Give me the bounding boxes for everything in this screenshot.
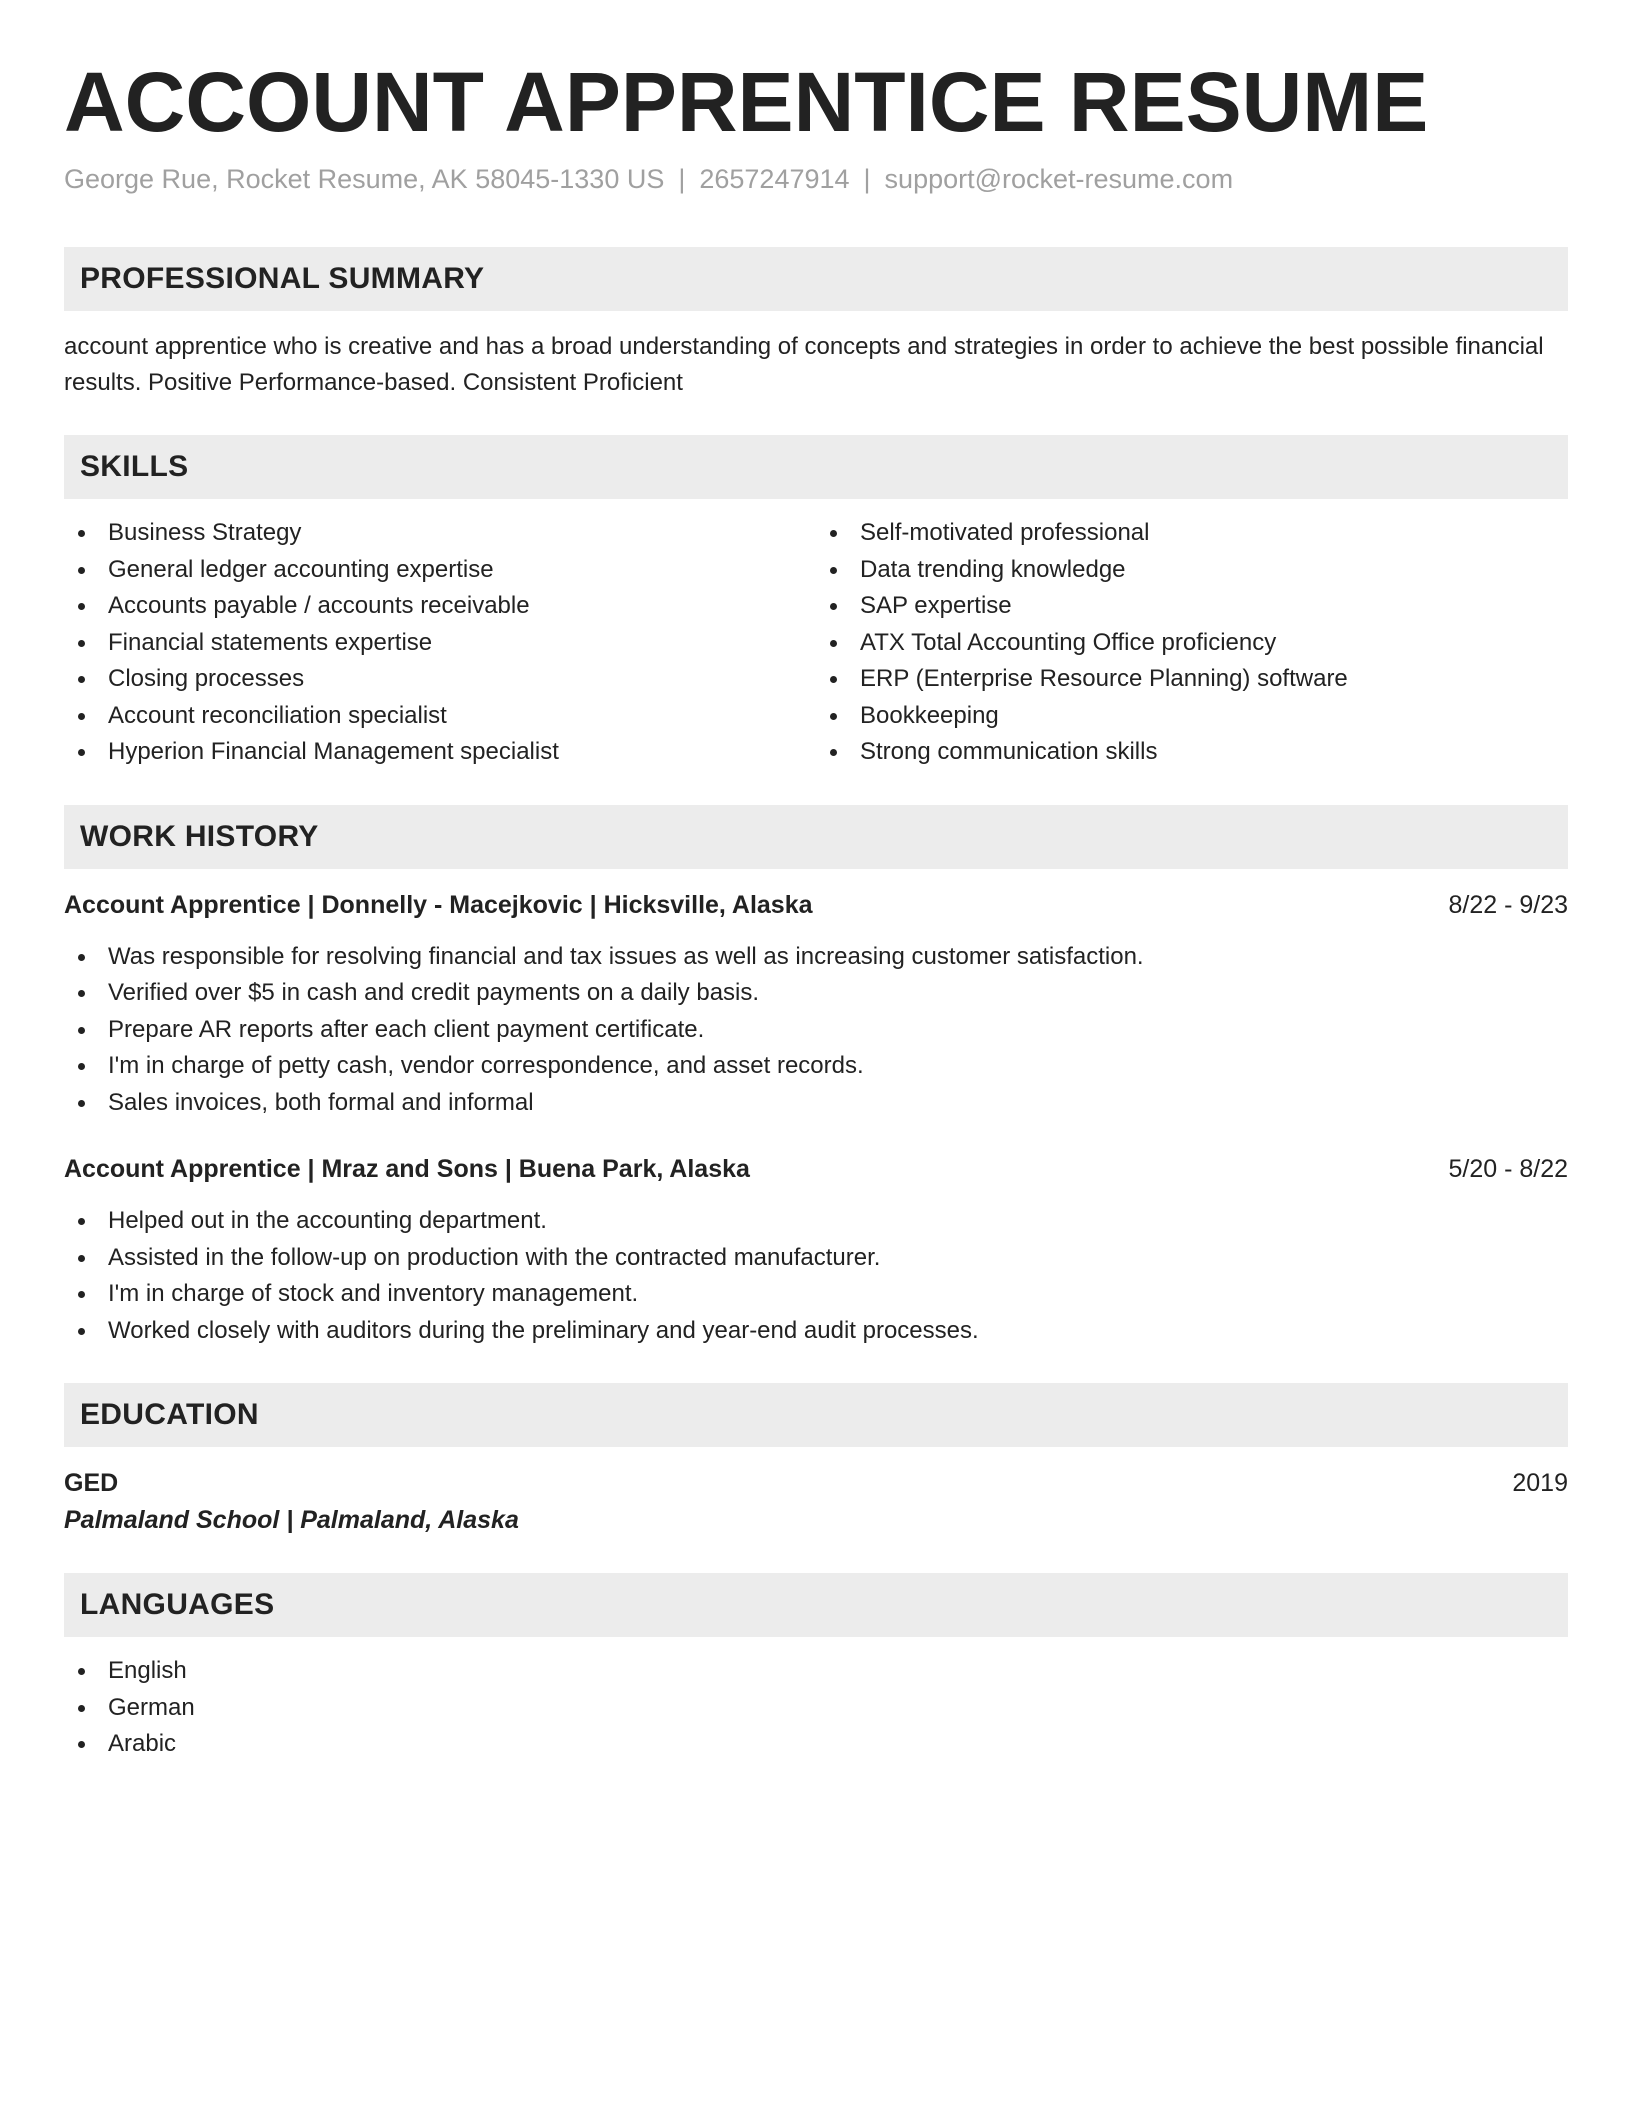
languages-heading: LANGUAGES xyxy=(80,1588,275,1622)
language-item: English xyxy=(64,1653,1568,1690)
skills-section xyxy=(64,435,1568,771)
skill-item: Business Strategy xyxy=(64,515,816,552)
skills-list-right xyxy=(816,515,1568,771)
education-heading: EDUCATION xyxy=(80,1398,259,1432)
language-item: Arabic xyxy=(64,1726,1568,1763)
summary-section xyxy=(64,247,1568,401)
skills-heading: SKILLS xyxy=(80,450,189,484)
job-title: Account Apprentice | Donnelly - Macejkovic | Hicksville, Alaska xyxy=(64,890,813,919)
work-heading: WORK HISTORY xyxy=(80,819,319,853)
skill-item: General ledger accounting expertise xyxy=(64,552,816,589)
section-header xyxy=(64,1573,1568,1637)
education-section xyxy=(64,1383,1568,1539)
job-header xyxy=(64,887,1568,923)
resume-title: ACCOUNT APPRENTICE RESUME xyxy=(64,55,1429,149)
education-degree: GED xyxy=(64,1469,119,1498)
contact-email: support@rocket-resume.com xyxy=(884,164,1234,195)
skill-item: Strong communication skills xyxy=(816,734,1568,771)
languages-section xyxy=(64,1573,1568,1763)
work-history-section xyxy=(64,805,1568,1350)
job-bullet: Sales invoices, both formal and informal xyxy=(64,1085,1568,1122)
section-header xyxy=(64,247,1568,311)
education-year: 2019 xyxy=(1512,1469,1568,1498)
job-title: Account Apprentice | Mraz and Sons | Buena Park, Alaska xyxy=(64,1155,750,1184)
skill-item: ATX Total Accounting Office proficiency xyxy=(816,625,1568,662)
skill-item: SAP expertise xyxy=(816,588,1568,625)
job-bullets xyxy=(64,939,1568,1122)
job-bullet: Assisted in the follow-up on production with the contracted manufacturer. xyxy=(64,1240,1568,1277)
job-dates: 5/20 - 8/22 xyxy=(1448,1155,1568,1184)
job-bullets xyxy=(64,1203,1568,1349)
summary-text: account apprentice who is creative and has a broad understanding of concepts and strategies in order to achieve the best possible financial results. Positive Performance-based. Consistent Proficient xyxy=(64,333,1544,397)
job-header xyxy=(64,1151,1568,1187)
job-bullet: I'm in charge of petty cash, vendor correspondence, and asset records. xyxy=(64,1048,1568,1085)
skill-item: Account reconciliation specialist xyxy=(64,698,816,735)
skill-item: Data trending knowledge xyxy=(816,552,1568,589)
job-dates: 8/22 - 9/23 xyxy=(1448,890,1568,919)
skill-item: Closing processes xyxy=(64,661,816,698)
job-entry xyxy=(64,887,1568,1122)
summary-heading: PROFESSIONAL SUMMARY xyxy=(80,262,485,296)
job-bullet: Helped out in the accounting department. xyxy=(64,1203,1568,1240)
section-header xyxy=(64,435,1568,499)
job-bullet: Was responsible for resolving financial and tax issues as well as increasing customer satisfaction. xyxy=(64,939,1568,976)
section-header xyxy=(64,1383,1568,1447)
skills-list-left xyxy=(64,515,816,771)
skill-item: Hyperion Financial Management specialist xyxy=(64,734,816,771)
contact-address: George Rue, Rocket Resume, AK 58045-1330 US xyxy=(64,164,665,195)
job-bullet: Verified over $5 in cash and credit payments on a daily basis. xyxy=(64,975,1568,1012)
job-entry xyxy=(64,1151,1568,1349)
section-header xyxy=(64,805,1568,869)
skill-item: Financial statements expertise xyxy=(64,625,816,662)
skill-item: Bookkeeping xyxy=(816,698,1568,735)
contact-line xyxy=(64,162,1568,197)
education-school: Palmaland School | Palmaland, Alaska xyxy=(64,1506,519,1535)
language-item: German xyxy=(64,1690,1568,1727)
languages-list xyxy=(64,1653,1568,1763)
resume-header xyxy=(64,56,1568,197)
contact-separator: | xyxy=(863,164,871,195)
contact-separator: | xyxy=(678,164,686,195)
education-header xyxy=(64,1465,1568,1501)
skill-item: Self-motivated professional xyxy=(816,515,1568,552)
job-bullet: Worked closely with auditors during the preliminary and year-end audit processes. xyxy=(64,1313,1568,1350)
job-bullet: I'm in charge of stock and inventory management. xyxy=(64,1276,1568,1313)
skill-item: ERP (Enterprise Resource Planning) software xyxy=(816,661,1568,698)
skills-columns xyxy=(64,515,1568,771)
job-bullet: Prepare AR reports after each client payment certificate. xyxy=(64,1012,1568,1049)
contact-phone: 2657247914 xyxy=(699,164,850,195)
skill-item: Accounts payable / accounts receivable xyxy=(64,588,816,625)
